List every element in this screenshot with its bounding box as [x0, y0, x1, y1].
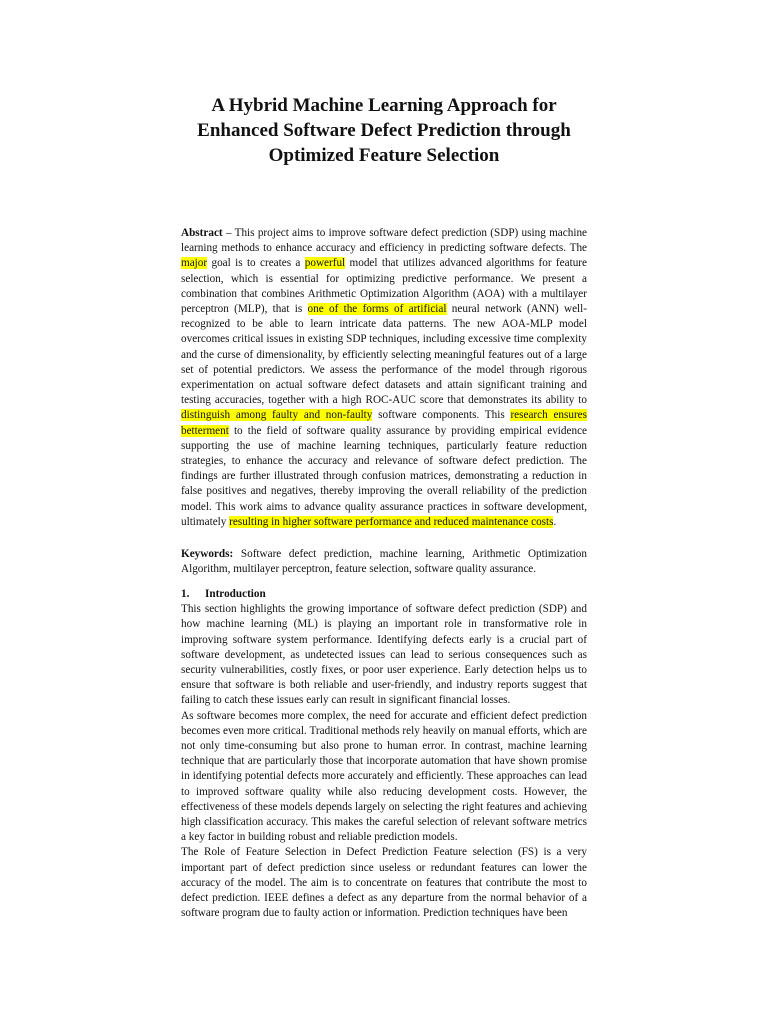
highlighted-text: powerful: [304, 257, 346, 270]
abstract-text-segment: neural network (ANN) well-recognized to be able to learn intricate data patterns. The new AOA-MLP model overcomes critical issues in existing SDP techniques, including excessive time complexity and the curse of dimensionality, by efficiently selecting meaningful features out of a large set of potential predictors. We assess the performance of the model through rigorous experimentation on actual software defect datasets and attain significant training and testing accuracies, together with a high ROC-AUC score that demonstrates its ability to: [181, 303, 587, 407]
highlighted-text: distinguish among faulty and non-faulty: [181, 409, 373, 422]
keywords-text: Software defect prediction, machine learning, Arithmetic Optimization Algorithm, multilayer perceptron, feature selection, software quality assurance.: [181, 548, 587, 576]
abstract-text-segment: model that utilizes advanced algorithms for feature selection, which is essential for optimizing predictive performance. We present a combination that combines Arithmetic Optimization Algorithm (AOA) with a multilayer perceptron (MLP), that is: [181, 257, 587, 316]
keywords-label: Keywords:: [181, 548, 234, 560]
title-line-1: A Hybrid Machine Learning Approach for: [211, 95, 557, 116]
section-title: Introduction: [205, 588, 266, 600]
section-number: 1.: [181, 588, 190, 600]
paper-title: [160, 93, 608, 168]
abstract-text: [181, 227, 587, 528]
highlighted-text: resulting in higher software performance and reduced maintenance costs: [229, 515, 554, 528]
highlighted-text: major: [181, 257, 208, 270]
section-heading: [181, 587, 587, 602]
keywords-paragraph: [181, 547, 587, 577]
abstract-text-segment: to the field of software quality assurance by providing empirical evidence supporting the use of machine learning techniques, particularly feature reduction strategies, to enhance the accuracy and relevance of software defect prediction. The findings are further illustrated through confusion matrices, demonstrating a reduction in false positives and negatives, thereby improving the overall reliability of the prediction model. This work aims to advance quality assurance practices in software development, ultimately: [181, 424, 587, 528]
intro-paragraph-1: This section highlights the growing importance of software defect prediction (SDP) and how machine learning (ML) is playing an important role in transformative role in improving software system performance. Identifying defects early is a crucial part of software development, as undetected issues can lead to serious consequences such as security vulnerabilities, costly fixes, or poor user experience. Early detection helps us to ensure that software is both reliable and user-friendly, and industry reports suggest that failing to catch these issues early can result in significant financial losses.: [181, 603, 587, 707]
abstract-paragraph: [181, 226, 587, 530]
intro-paragraph-2: As software becomes more complex, the need for accurate and efficient defect prediction becomes even more critical. Traditional methods rely heavily on manual efforts, which are not only time-consuming but also prone to human error. In contrast, machine learning technique that are particularly those that incorporate automation that have shown promise in identifying potential defects more accurately and efficiently. These approaches can lead to improved software quality while also reducing development costs. However, the effectiveness of these models depends largely on selecting the right features and achieving high classification accuracy. This makes the careful selection of relevant software metrics a key factor in building robust and reliable prediction models.: [181, 709, 587, 844]
abstract-label: Abstract: [181, 227, 223, 239]
abstract-text-segment: software components. This: [372, 409, 511, 422]
abstract-section: [181, 226, 587, 530]
abstract-text-segment: .: [553, 515, 557, 528]
intro-paragraph-3: The Role of Feature Selection in Defect Prediction Feature selection (FS) is a very important part of defect prediction since useless or redundant features can lower the accuracy of the model. The aim is to concentrate on features that contribute the most to defect prediction. IEEE defines a defect as any departure from the normal behavior of a software program due to faulty action or information. Prediction techniques have been: [181, 846, 587, 920]
abstract-text-segment: – This project aims to improve software defect prediction (SDP) using machine learning methods to enhance accuracy and efficiency in predicting software defects. The: [181, 227, 587, 255]
abstract-text-segment: goal is to creates a: [207, 257, 305, 270]
keywords-section: [181, 547, 587, 577]
title-line-3: Optimized Feature Selection: [268, 145, 500, 166]
highlighted-text: research ensures betterment: [181, 409, 587, 437]
highlighted-text: one of the forms of artificial: [307, 303, 447, 316]
introduction-section: [181, 587, 587, 921]
title-line-2: Enhanced Software Defect Prediction through: [197, 120, 571, 141]
